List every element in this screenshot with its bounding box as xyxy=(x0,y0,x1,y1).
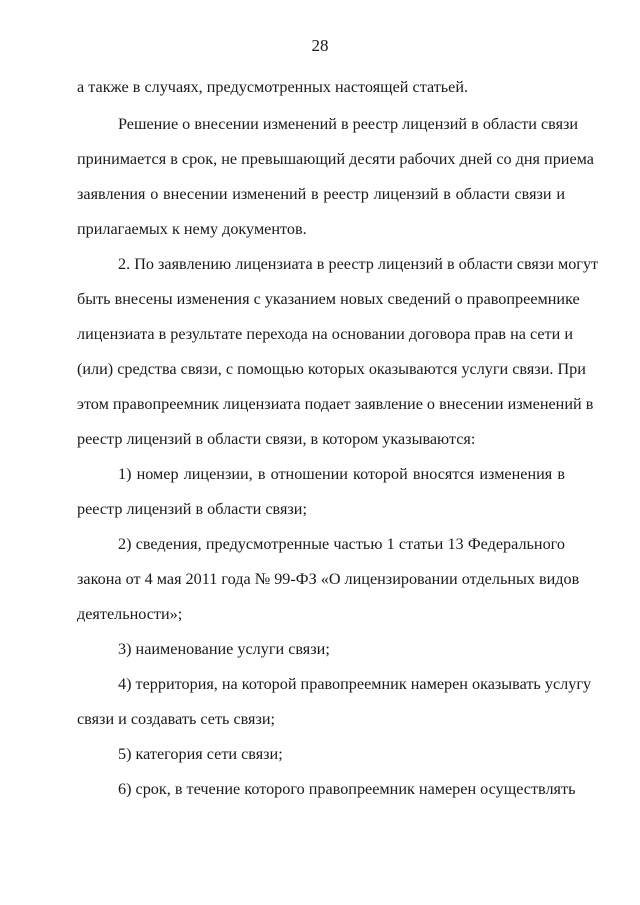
page-number: 28 xyxy=(311,36,329,55)
text-line: реестр лицензий в области связи, в котором указываются: xyxy=(77,430,476,448)
text-line: 5) категория сети связи; xyxy=(118,745,283,763)
text-line: 4) территория, на которой правопреемник намерен оказывать услугу xyxy=(118,675,592,693)
text-line: быть внесены изменения с указанием новых сведений о правопреемнике xyxy=(77,290,580,308)
text-line: 1) номер лицензии, в отношении которой вносятся изменения в xyxy=(118,465,565,483)
text-line: 3) наименование услуги связи; xyxy=(118,640,330,658)
text-line: прилагаемых к нему документов. xyxy=(77,220,307,238)
text-line: Решение о внесении изменений в реестр лицензий в области связи xyxy=(118,115,579,133)
text-line: деятельности»; xyxy=(77,605,183,623)
text-line: этом правопреемник лицензиата подает заявление о внесении изменений в xyxy=(77,395,594,413)
text-line: 6) срок, в течение которого правопреемник намерен осуществлять xyxy=(118,780,576,798)
text-line: реестр лицензий в области связи; xyxy=(77,500,307,518)
text-line: 2. По заявлению лицензиата в реестр лицензий в области связи могут xyxy=(118,255,599,273)
text-line: 2) сведения, предусмотренные частью 1 статьи 13 Федерального xyxy=(118,535,565,553)
text-line: заявления о внесении изменений в реестр лицензий в области связи и xyxy=(77,185,565,203)
text-line: лицензиата в результате перехода на основании договора прав на сети и xyxy=(77,325,573,343)
text-line: а также в случаях, предусмотренных настоящей статьей. xyxy=(77,78,469,96)
text-line: (или) средства связи, с помощью которых оказываются услуги связи. При xyxy=(77,360,586,378)
text-line: связи и создавать сеть связи; xyxy=(77,710,276,728)
text-line: принимается в срок, не превышающий десяти рабочих дней со дня приема xyxy=(77,150,594,168)
text-line: закона от 4 мая 2011 года № 99-ФЗ «О лицензировании отдельных видов xyxy=(77,570,580,588)
